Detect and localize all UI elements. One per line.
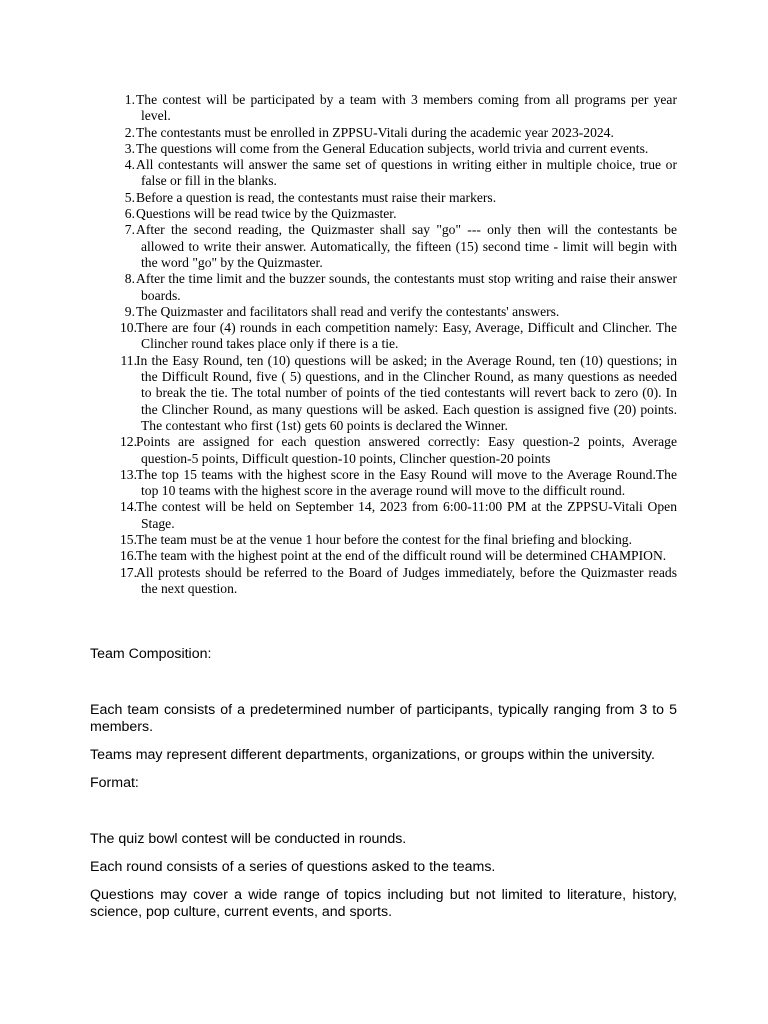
rule-text: All contestants will answer the same set of questions in writing either in multiple choice, true or false or fill in the blanks. — [136, 157, 677, 189]
rule-item — [90, 222, 677, 271]
rule-number: 7. — [124, 222, 135, 238]
format-heading: Format: — [90, 775, 139, 791]
rule-item — [90, 206, 677, 222]
rule-item — [90, 190, 677, 206]
rule-number: 3. — [124, 140, 135, 156]
rule-number: 13. — [120, 466, 137, 482]
format-paragraph: The quiz bowl contest will be conducted in rounds. — [90, 831, 407, 847]
rule-item — [90, 92, 677, 125]
rule-number: 11. — [120, 352, 137, 368]
rule-text: All protests should be referred to the Board of Judges immediately, before the Quizmaster reads the next question. — [136, 564, 677, 596]
rule-number: 9. — [124, 303, 135, 319]
rule-number: 16. — [120, 548, 137, 564]
format-paragraph: Questions may cover a wide range of topics including but not limited to literature, history, science, pop culture, current events, and sports. — [90, 887, 677, 921]
rule-text: In the Easy Round, ten (10) questions will be asked; in the Average Round, ten (10) questions; in the Difficult Round, five ( 5) questions, and in the Clincher Round, as many questions as needed to break the tie. The total number of points of the tied contestants will revert back to zero (0). In the Clincher Round, as many questions will be asked. Each question is assigned five (20) points. The contestant who first (1st) gets 60 points is declared the Winner. — [136, 352, 677, 433]
rule-item — [90, 548, 677, 564]
rule-text: There are four (4) rounds in each competition namely: Easy, Average, Difficult and Clincher. The Clincher round takes place only if there is a tie. — [136, 320, 677, 352]
rule-item — [90, 353, 677, 434]
rule-number: 8. — [124, 271, 135, 287]
rules-list — [90, 92, 677, 597]
team-composition-paragraph: Teams may represent different departments, organizations, or groups within the university. — [90, 747, 655, 763]
rule-text: The contest will be participated by a team with 3 members coming from all programs per year level. — [136, 92, 677, 124]
format-paragraph: Each round consists of a series of questions asked to the teams. — [90, 859, 496, 875]
rule-number: 17. — [120, 564, 137, 580]
rule-item — [90, 271, 677, 304]
rule-number: 12. — [120, 434, 137, 450]
rule-number: 2. — [124, 124, 135, 140]
rule-text: After the time limit and the buzzer sounds, the contestants must stop writing and raise their answer boards. — [136, 271, 677, 303]
rule-item — [90, 565, 677, 598]
rule-number: 15. — [120, 532, 137, 548]
rule-number: 4. — [124, 157, 135, 173]
rule-item — [90, 141, 677, 157]
rule-text: Questions will be read twice by the Quizmaster. — [136, 206, 397, 222]
rule-item — [90, 157, 677, 190]
rule-number: 14. — [120, 499, 137, 515]
team-composition-paragraph: Each team consists of a predetermined number of participants, typically ranging from 3 to 5 members. — [90, 702, 677, 736]
rule-item — [90, 434, 677, 467]
rule-number: 10. — [120, 320, 137, 336]
rule-item — [90, 532, 677, 548]
rule-number: 5. — [124, 189, 135, 205]
rule-text: After the second reading, the Quizmaster shall say "go" --- only then will the contestants be allowed to write their answer. Automatically, the fifteen (15) second time - limit will begin with the word "go" by the Quizmaster. — [136, 222, 677, 270]
rule-text: The contestants must be enrolled in ZPPSU-Vitali during the academic year 2023-2024. — [136, 124, 614, 140]
rule-text: Before a question is read, the contestants must raise their markers. — [136, 189, 497, 205]
rule-text: The contest will be held on September 14, 2023 from 6:00-11:00 PM at the ZPPSU-Vitali Open Stage. — [136, 499, 677, 531]
rule-number: 1. — [124, 92, 135, 107]
rule-text: The Quizmaster and facilitators shall read and verify the contestants' answers. — [136, 303, 560, 319]
rule-text: The team must be at the venue 1 hour before the contest for the final briefing and blocking. — [136, 532, 633, 548]
rule-item — [90, 320, 677, 353]
team-composition-heading: Team Composition: — [90, 646, 212, 662]
rule-item — [90, 499, 677, 532]
rule-text: Points are assigned for each question answered correctly: Easy question-2 points, Average question-5 points, Difficult question-10 points, Clincher question-20 points — [136, 434, 677, 466]
rule-item — [90, 125, 677, 141]
rule-text: The top 15 teams with the highest score in the Easy Round will move to the Average Round.The top 10 teams with the highest score in the average round will move to the difficult round. — [136, 466, 677, 499]
rule-item — [90, 304, 677, 320]
rule-text: The questions will come from the General Education subjects, world trivia and current events. — [136, 140, 649, 156]
rule-text: The team with the highest point at the end of the difficult round will be determined CHAMPION. — [136, 548, 667, 564]
rule-number: 6. — [124, 206, 135, 222]
rule-item — [90, 467, 677, 500]
